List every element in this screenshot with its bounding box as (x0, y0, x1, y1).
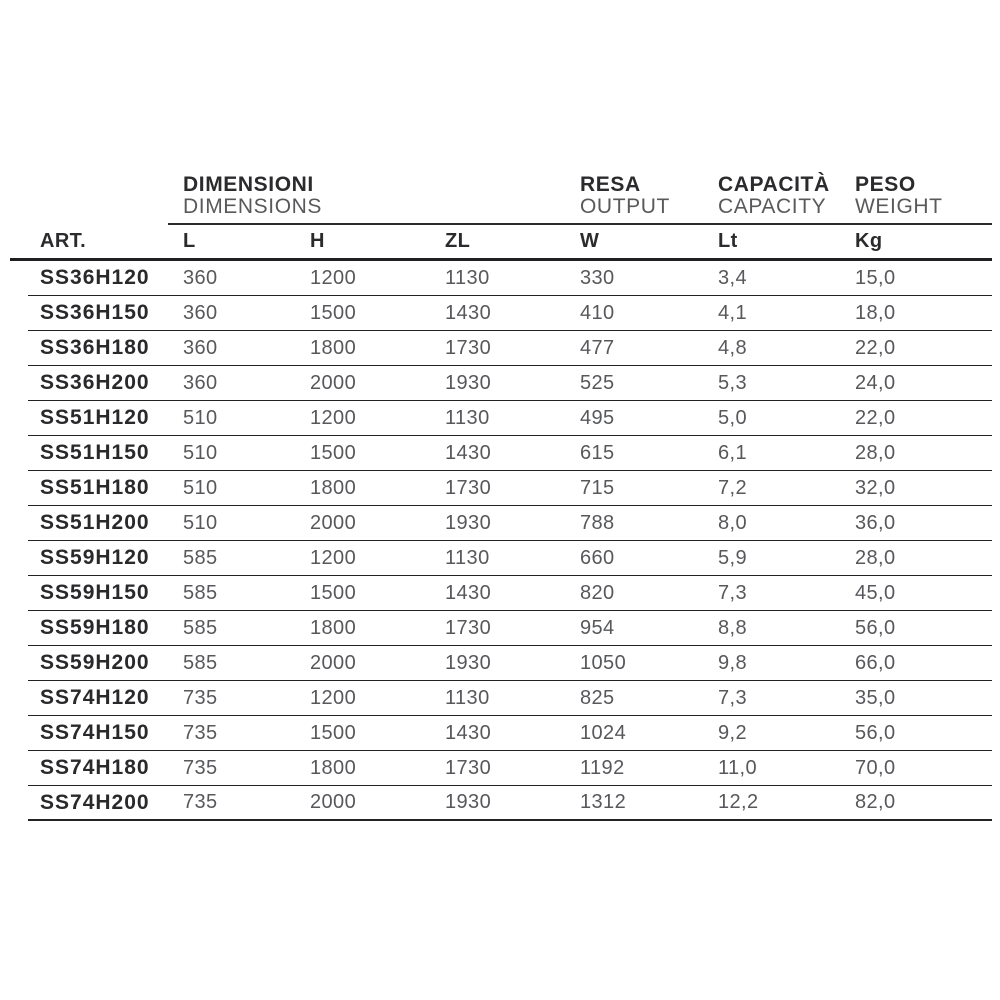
cell-lt: 8,0 (718, 511, 748, 534)
cell-zl: 1130 (445, 686, 490, 709)
table-row (28, 751, 992, 786)
article-code: SS59H200 (40, 651, 150, 674)
cell-zl: 1130 (445, 546, 490, 569)
article-code: SS36H180 (40, 336, 150, 359)
group-header-capacity (718, 174, 830, 218)
cell-h: 2000 (310, 511, 357, 534)
group-header-weight (855, 174, 943, 218)
cell-zl: 1730 (445, 336, 492, 359)
cell-l: 735 (183, 721, 218, 744)
cell-w: 1024 (580, 721, 627, 744)
group-header-output (580, 174, 670, 218)
cell-zl: 1430 (445, 581, 492, 604)
cell-l: 585 (183, 581, 218, 604)
cell-lt: 9,2 (718, 721, 748, 744)
column-header-w: W (580, 230, 600, 252)
cell-zl: 1130 (445, 266, 490, 289)
group-header-secondary: CAPACITY (718, 195, 827, 218)
cell-h: 1500 (310, 301, 357, 324)
table-row (28, 541, 992, 576)
column-header-l: L (183, 230, 196, 252)
column-header-h: H (310, 230, 325, 252)
cell-zl: 1930 (445, 511, 492, 534)
cell-w: 410 (580, 301, 615, 324)
cell-kg: 66,0 (855, 651, 896, 674)
cell-kg: 18,0 (855, 301, 896, 324)
cell-lt: 5,3 (718, 371, 748, 394)
cell-lt: 4,8 (718, 336, 748, 359)
cell-kg: 28,0 (855, 546, 896, 569)
group-header-dimensions (183, 174, 322, 218)
cell-w: 820 (580, 581, 615, 604)
group-header-primary: PESO (855, 173, 916, 196)
cell-h: 2000 (310, 651, 357, 674)
cell-h: 1800 (310, 616, 357, 639)
cell-lt: 3,4 (718, 266, 748, 289)
column-group-header-row (10, 175, 992, 225)
table-row (28, 576, 992, 611)
cell-l: 360 (183, 266, 218, 289)
cell-kg: 22,0 (855, 406, 896, 429)
cell-l: 510 (183, 476, 218, 499)
cell-l: 510 (183, 511, 218, 534)
cell-h: 1800 (310, 336, 357, 359)
cell-lt: 9,8 (718, 651, 748, 674)
cell-w: 525 (580, 371, 615, 394)
cell-kg: 82,0 (855, 791, 896, 813)
group-header-secondary: DIMENSIONS (183, 195, 323, 218)
cell-h: 2000 (310, 371, 357, 394)
cell-kg: 35,0 (855, 686, 896, 709)
cell-l: 510 (183, 406, 218, 429)
cell-h: 1800 (310, 756, 357, 779)
cell-w: 715 (580, 476, 615, 499)
cell-zl: 1930 (445, 791, 492, 813)
cell-lt: 5,9 (718, 546, 748, 569)
cell-kg: 22,0 (855, 336, 896, 359)
cell-w: 1050 (580, 651, 627, 674)
cell-l: 510 (183, 441, 218, 464)
cell-kg: 28,0 (855, 441, 896, 464)
cell-h: 1200 (310, 686, 357, 709)
group-header-secondary: OUTPUT (580, 195, 670, 218)
cell-kg: 56,0 (855, 616, 896, 639)
cell-w: 477 (580, 336, 615, 359)
table-row (28, 506, 992, 541)
cell-lt: 7,2 (718, 476, 748, 499)
cell-w: 954 (580, 616, 615, 639)
cell-l: 585 (183, 651, 218, 674)
cell-kg: 45,0 (855, 581, 896, 604)
table-row (28, 261, 992, 296)
cell-zl: 1130 (445, 406, 490, 429)
cell-l: 735 (183, 791, 218, 813)
table-row (28, 716, 992, 751)
cell-h: 1200 (310, 406, 357, 429)
group-header-secondary: WEIGHT (855, 195, 943, 218)
cell-kg: 36,0 (855, 511, 896, 534)
article-code: SS51H120 (40, 406, 150, 429)
table-row (28, 331, 992, 366)
cell-h: 1500 (310, 721, 357, 744)
column-header-zl: ZL (445, 230, 471, 252)
cell-zl: 1730 (445, 756, 492, 779)
cell-w: 788 (580, 511, 615, 534)
cell-zl: 1430 (445, 441, 492, 464)
column-header-lt: Lt (718, 230, 738, 252)
column-header-art: ART. (40, 230, 87, 252)
table-row (28, 366, 992, 401)
cell-w: 615 (580, 441, 615, 464)
group-header-primary: RESA (580, 173, 641, 196)
group-header-primary: CAPACITÀ (718, 173, 830, 196)
cell-h: 2000 (310, 791, 357, 813)
table-row (28, 401, 992, 436)
table-row (28, 611, 992, 646)
cell-lt: 7,3 (718, 581, 748, 604)
cell-w: 825 (580, 686, 615, 709)
cell-w: 1192 (580, 756, 625, 779)
cell-zl: 1930 (445, 371, 492, 394)
cell-l: 360 (183, 301, 218, 324)
cell-h: 1500 (310, 441, 357, 464)
cell-h: 1200 (310, 266, 357, 289)
article-code: SS74H150 (40, 721, 150, 744)
article-code: SS74H120 (40, 686, 150, 709)
cell-l: 585 (183, 546, 218, 569)
cell-lt: 7,3 (718, 686, 748, 709)
cell-w: 660 (580, 546, 615, 569)
cell-w: 1312 (580, 791, 627, 813)
article-code: SS59H150 (40, 581, 150, 604)
article-code: SS59H120 (40, 546, 150, 569)
cell-zl: 1430 (445, 301, 492, 324)
cell-l: 735 (183, 686, 218, 709)
table-row (28, 471, 992, 506)
article-code: SS36H200 (40, 371, 150, 394)
cell-lt: 11,0 (718, 756, 758, 779)
table-row (28, 436, 992, 471)
cell-lt: 6,1 (718, 441, 748, 464)
cell-w: 330 (580, 266, 615, 289)
cell-zl: 1730 (445, 616, 492, 639)
cell-l: 360 (183, 336, 218, 359)
cell-kg: 15,0 (855, 266, 896, 289)
cell-lt: 5,0 (718, 406, 748, 429)
article-code: SS74H180 (40, 756, 150, 779)
article-code: SS74H200 (40, 790, 150, 814)
cell-kg: 56,0 (855, 721, 896, 744)
cell-kg: 24,0 (855, 371, 896, 394)
article-code: SS36H150 (40, 301, 150, 324)
article-code: SS51H200 (40, 511, 150, 534)
table-row (28, 646, 992, 681)
spec-table (10, 175, 992, 821)
cell-lt: 12,2 (718, 791, 759, 813)
table-row (28, 296, 992, 331)
cell-h: 1500 (310, 581, 357, 604)
cell-h: 1800 (310, 476, 357, 499)
cell-l: 585 (183, 616, 218, 639)
table-row (28, 786, 992, 821)
article-code: SS36H120 (40, 266, 150, 289)
article-code: SS51H180 (40, 476, 150, 499)
cell-zl: 1730 (445, 476, 492, 499)
cell-kg: 32,0 (855, 476, 896, 499)
cell-lt: 4,1 (718, 301, 748, 324)
cell-kg: 70,0 (855, 756, 896, 779)
unit-header-row (10, 225, 992, 261)
cell-h: 1200 (310, 546, 357, 569)
table-row (28, 681, 992, 716)
group-header-primary: DIMENSIONI (183, 173, 314, 196)
cell-w: 495 (580, 406, 615, 429)
cell-l: 360 (183, 371, 218, 394)
article-code: SS51H150 (40, 441, 150, 464)
article-code: SS59H180 (40, 616, 150, 639)
column-header-kg: Kg (855, 230, 883, 252)
cell-zl: 1930 (445, 651, 492, 674)
cell-l: 735 (183, 756, 218, 779)
table-body (28, 261, 992, 821)
cell-lt: 8,8 (718, 616, 748, 639)
cell-zl: 1430 (445, 721, 492, 744)
